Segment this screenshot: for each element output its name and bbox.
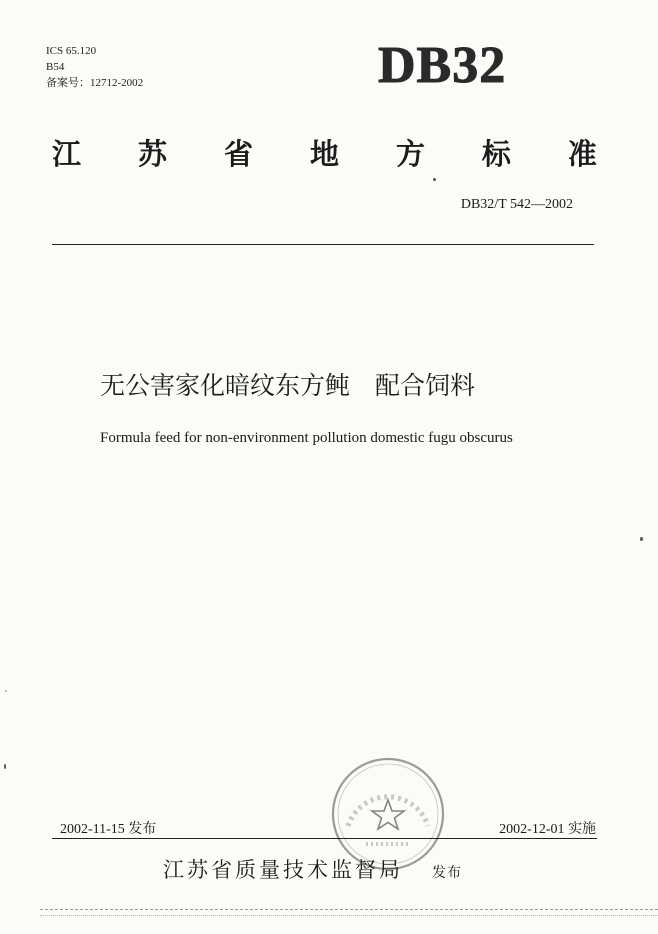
- title-english: Formula feed for non-environment pollution domestic fugu obscurus: [100, 430, 513, 446]
- standard-code-logo: DB32: [378, 37, 507, 94]
- title-chinese: 无公害家化暗纹东方鲀 配合饲料: [100, 371, 476, 400]
- standard-type-char: 标: [481, 137, 511, 171]
- issuing-authority-suffix: 发布: [432, 865, 462, 881]
- standard-type-char: 方: [395, 137, 425, 171]
- classification-code: B54: [46, 61, 65, 73]
- issuing-authority: 江苏省质量技术监督局: [163, 858, 403, 882]
- implementation-date: 2002-12-01 实施: [499, 822, 596, 837]
- standard-type-char: 准: [567, 137, 597, 171]
- standard-number: DB32/T 542—2002: [460, 197, 573, 212]
- standard-type-char: 地: [309, 137, 339, 171]
- scan-speck: [4, 764, 6, 769]
- scan-speck: [5, 690, 7, 692]
- scan-edge-line: [40, 915, 658, 916]
- standard-type-char: 江: [52, 137, 82, 171]
- scan-edge-line: [40, 909, 658, 910]
- scan-speck: [433, 178, 436, 181]
- ics-code: ICS 65.120: [46, 45, 97, 57]
- document-metadata: [46, 43, 143, 91]
- standard-type-heading: [52, 134, 597, 174]
- top-divider: [52, 244, 594, 245]
- filing-number: 备案号：12712-2002: [46, 77, 144, 89]
- standard-type-char: 苏: [137, 137, 167, 171]
- issue-date: 2002-11-15 发布: [60, 822, 157, 837]
- standard-type-char: 省: [223, 137, 253, 171]
- scan-speck: [640, 537, 643, 541]
- bottom-divider: [52, 838, 597, 839]
